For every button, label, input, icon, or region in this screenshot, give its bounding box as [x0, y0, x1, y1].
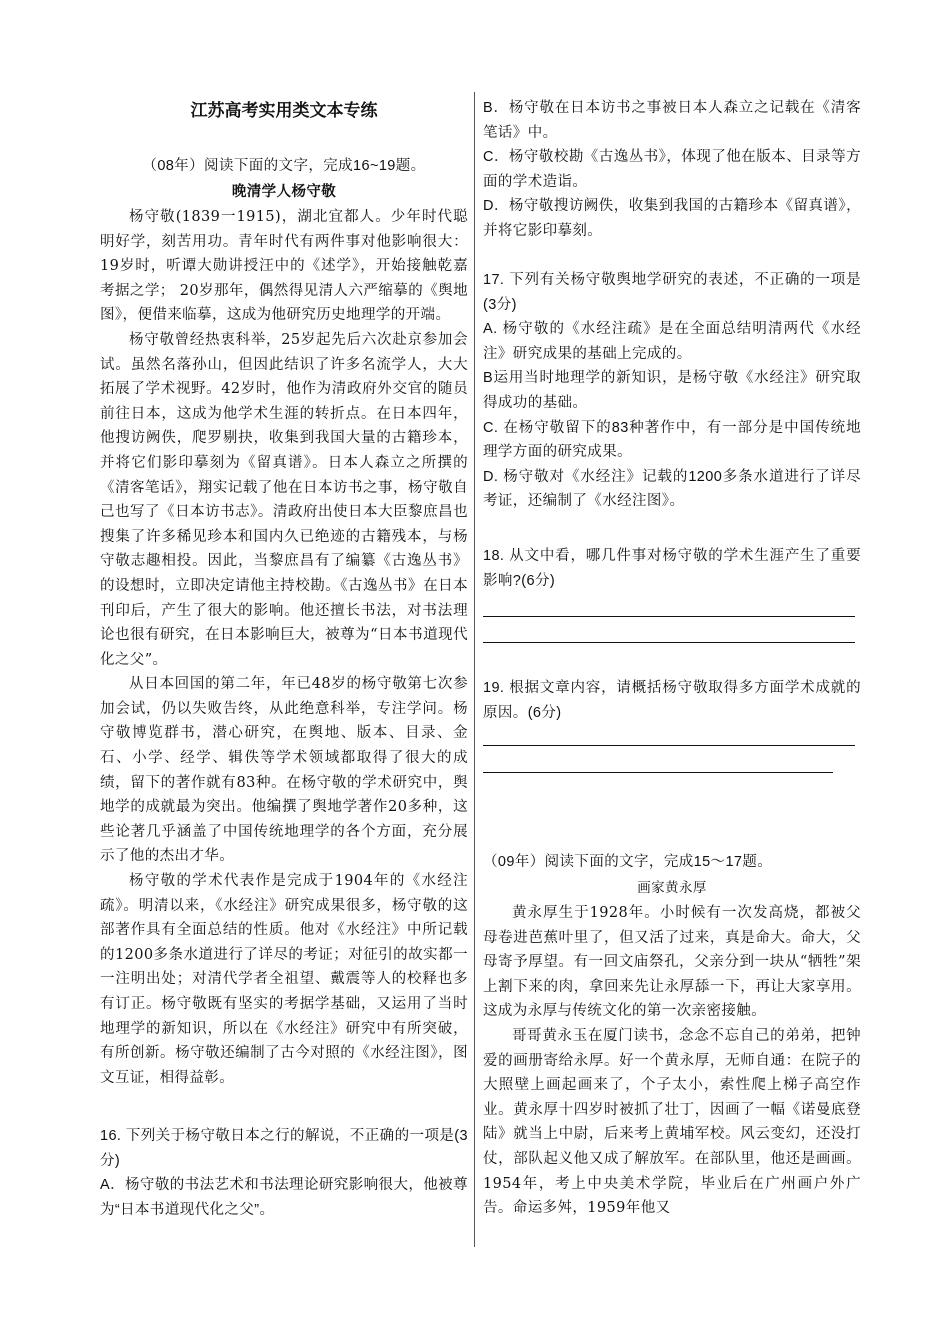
article-body-yang — [100, 205, 468, 1090]
question-16-option-c: C．杨守敬校勘《古逸丛书》，体现了他在版本、目录等方面的学术造诣。 — [483, 149, 861, 190]
question-19-stem: 19. 根据文章内容，请概括杨守敬取得多方面学术成就的原因。(6分) — [483, 680, 861, 721]
paragraph: 杨守敬的学术代表作是完成于1904年的《水经注疏》。明清以来，《水经注》研究成果很多，杨守敬的这部著作具有全面总结的性质。他对《水经注》中所记载的1200多条水道进行了详尽的考证；对征引的故实都一一注明出处；对清代学者全祖望、戴震等人的校释也多有订正。杨守敬既有坚实的考据学基础，又运用了当时地理学的新知识，所以在《水经注》研究中有所突破，有所创新。杨守敬还编制了古今对照的《水经注图》，图文互证，相得益彰。 — [100, 873, 468, 1086]
question-17-option-d: D. 杨守敬对《水经注》记载的1200多条水道进行了详尽考证，还编制了《水经注图》。 — [483, 468, 861, 510]
question-16-option-b: B．杨守敬在日本访书之事被日本人森立之记载在《清客笔话》中。 — [483, 100, 861, 141]
page-title: 江苏高考实用类文本专练 — [190, 101, 378, 121]
section-09-intro: （09年）阅读下面的文字，完成15～17题。 — [483, 854, 773, 870]
column-divider — [474, 92, 475, 1247]
article-body-huang — [483, 901, 861, 1221]
paragraph: 哥哥黄永玉在厦门读书，念念不忘自己的弟弟，把钟爱的画册寄给永厚。好一个黄永厚，无师自通：在院子的大照壁上画起画来了，个子太小，索性爬上梯子高空作业。黄永厚十四岁时被抓了壮丁，因画了一幅《诺曼底登陆》就当上中尉，后来考上黄埔军校。风云变幻，还没打仗，部队起义他又成了解放军。在部队里，他还是画画。1954年，考上中央美术学院，毕业后在广州画户外广告。命运多舛，1959年他又 — [483, 1027, 861, 1217]
question-16-continued — [483, 96, 861, 244]
paragraph: 杨守敬(1839一1915)，湖北宜都人。少年时代聪明好学，刻苦用功。青年时代有两件事对他影响很大：19岁时，听谭大勋讲授汪中的《述学》，开始接触乾嘉考据之学； 20岁那年，偶然得见清人六严缩摹的《舆地图》，便借来临摹，这成为他研究历史地理学的开端。 — [100, 209, 468, 324]
question-16-option-a: A．杨守敬的书法艺术和书法理论研究影响很大，他被尊为“日本书道现代化之父”。 — [100, 1177, 468, 1218]
question-17-option-c: C. 在杨守敬留下的83种著作中，有一部分是中国传统地理学方面的研究成果。 — [483, 419, 861, 461]
paragraph: 从日本回国的第二年，年已48岁的杨守敬第七次参加会试，仍以失败告终，从此绝意科举，专注学问。杨守敬博览群书，潜心研究，在舆地、版本、目录、金石、小学、经学、辑佚等学术领域都取得了很大的成绩，留下的著作就有83种。在杨守敬的学术研究中，舆地学的成就最为突出。他编撰了舆地学著作20多种，这些论著几乎涵盖了中国传统地理学的各个方面，充分展示了他的杰出才华。 — [100, 676, 468, 865]
question-16-stem: 16. 下列关于杨守敬日本之行的解说，不正确的一项是(3分) — [100, 1128, 468, 1169]
answer-line — [483, 642, 855, 643]
question-16-option-d: D．杨守敬搜访阙佚，收集到我国的古籍珍本《留真谱》，并将它影印摹刻。 — [483, 198, 861, 239]
answer-line — [483, 745, 855, 746]
article-title-huang: 画家黄永厚 — [637, 880, 707, 896]
paragraph: 黄永厚生于1928年。小时候有一次发高烧，都被父母卷进芭蕉叶里了，但又活了过来，真是命大。命大，父母寄予厚望。有一回文庙祭孔，父亲分到一块从“牺牲”架上割下来的肉，拿回来先让永厚舔一下，再让大家享用。这成为永厚与传统文化的第一次亲密接触。 — [483, 905, 861, 1020]
question-17-option-b: B运用当时地理学的新知识，是杨守敬《水经注》研究取得成功的基础。 — [483, 370, 861, 411]
question-18-stem: 18. 从文中看，哪几件事对杨守敬的学术生涯产生了重要影响?(6分) — [483, 548, 861, 589]
paragraph: 杨守敬曾经热衷科举，25岁起先后六次赴京参加会试。虽然名落孙山，但因此结识了许多名流学人，大大拓展了学术视野。42岁时，他作为清政府外交官的随员前往日本，这成为他学术生涯的转折点。在日本四年，他搜访阙佚，爬罗剔抉，收集到我国大量的古籍珍本，并将它们影印摹刻为《留真谱》。日本人森立之所撰的《清客笔话》，翔实记载了他在日本访书之事，杨守敬自己也写了《日本访书志》。清政府出使日本大臣黎庶昌也搜集了许多稀见珍本和国内久已绝迹的古籍残本，与杨守敬志趣相投。因此，当黎庶昌有了编纂《古逸丛书》的设想时，立即决定请他主持校勘。《古逸丛书》在日本刊印后，产生了很大的影响。他还擅长书法，对书法理论也很有研究，在日本影响巨大，被尊为“日本书道现代化之父”。 — [100, 331, 468, 668]
question-17 — [483, 268, 861, 514]
question-17-stem: 17. 下列有关杨守敬舆地学研究的表述，不正确的一项是(3分) — [483, 272, 861, 313]
question-17-option-a: A. 杨守敬的《水经注疏》是在全面总结明清两代《水经注》研究成果的基础上完成的。 — [483, 321, 861, 362]
question-16 — [100, 1124, 468, 1222]
answer-line — [483, 616, 855, 617]
section-08-intro: （08年）阅读下面的文字，完成16~19题。 — [142, 158, 426, 174]
answer-line — [483, 772, 833, 773]
article-title-yang: 晚清学人杨守敬 — [231, 183, 337, 200]
